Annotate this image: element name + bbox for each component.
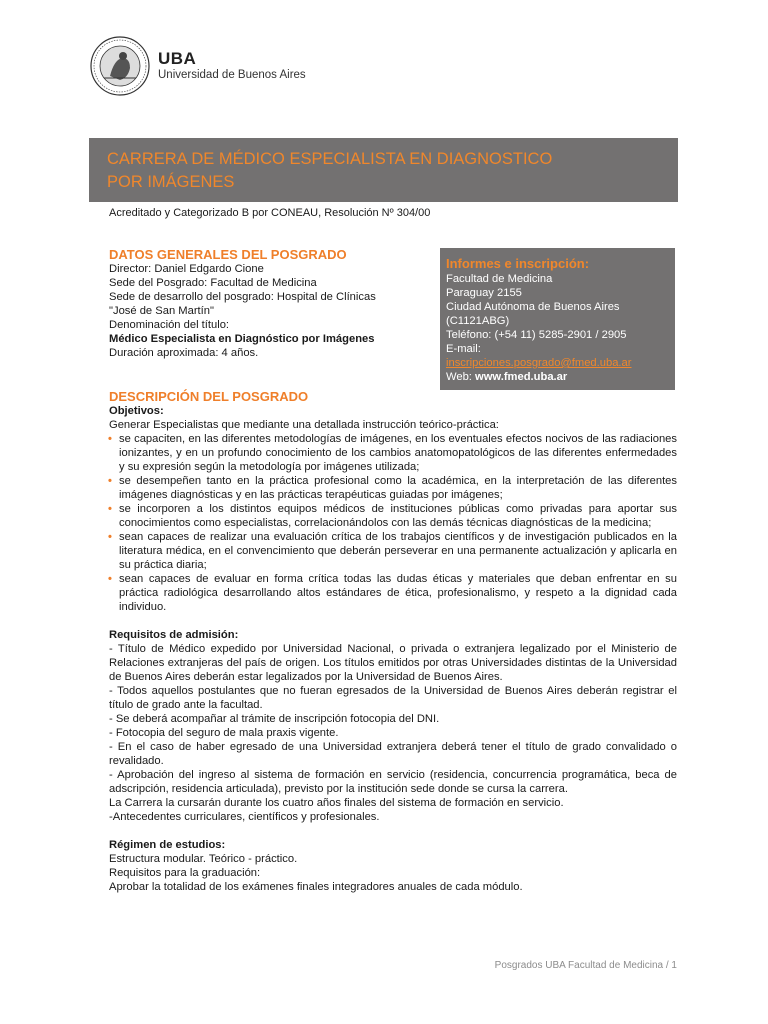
bullet-icon: • bbox=[108, 573, 112, 585]
uba-seal-icon bbox=[90, 36, 150, 96]
general-data-heading: DATOS GENERALES DEL POSGRADO bbox=[109, 247, 347, 262]
regime-item: Aprobar la totalidad de los exámenes finales integradores anuales de cada módulo. bbox=[109, 881, 523, 893]
bullet-icon: • bbox=[108, 503, 112, 515]
general-line: Director: Daniel Edgardo Cione bbox=[109, 263, 264, 275]
title-line-1: CARRERA DE MÉDICO ESPECIALISTA EN DIAGNOSTICO bbox=[107, 150, 553, 168]
info-line: Facultad de Medicina bbox=[446, 273, 553, 285]
web-link[interactable]: www.fmed.uba.ar bbox=[475, 371, 568, 383]
requirement-item: - En el caso de haber egresado de una Universidad extranjera deberá tener el título de grado convalidado o revalidado. bbox=[109, 741, 677, 767]
info-line: Ciudad Autónoma de Buenos Aires bbox=[446, 301, 620, 313]
email-link[interactable]: inscripciones.posgrado@fmed.uba.ar bbox=[446, 357, 632, 369]
requirement-item: La Carrera la cursarán durante los cuatro años finales del sistema de formación en servicio. bbox=[109, 797, 564, 809]
requirement-item: - Título de Médico expedido por Universidad Nacional, o privada o extranjera legalizado por el Ministerio de Relaciones extranjeras del país de origen. Los títulos emitidos por otras Universidades distintas de la Universidad de Buenos Aires deberán estar legalizados por la Universidad de Buenos Aires. bbox=[109, 643, 677, 683]
requirement-item: - Fotocopia del seguro de mala praxis vigente. bbox=[109, 727, 339, 739]
info-line: Paraguay 2155 bbox=[446, 287, 522, 299]
bullet-icon: • bbox=[108, 433, 112, 445]
bullet-icon: • bbox=[108, 531, 112, 543]
objectives-intro: Generar Especialistas que mediante una detallada instrucción teórico-práctica: bbox=[109, 419, 499, 431]
info-heading: Informes e inscripción: bbox=[446, 256, 590, 271]
degree-title: Médico Especialista en Diagnóstico por Imágenes bbox=[109, 333, 375, 345]
regime-item: Requisitos para la graduación: bbox=[109, 867, 261, 879]
general-line: "José de San Martín" bbox=[109, 305, 214, 317]
requirement-item: -Antecedentes curriculares, científicos y profesionales. bbox=[109, 811, 380, 823]
title-banner bbox=[89, 138, 678, 202]
list-item: • sean capaces de realizar una evaluación crítica de los trabajos científicos y de investigación publicados en la literatura médica, en el convencimiento que deberán perseverar en una permanente actualización y aplicarla en su práctica diaria; bbox=[108, 531, 677, 571]
requirements-label: Requisitos de admisión: bbox=[109, 629, 239, 641]
logo-abbreviation: UBA bbox=[158, 49, 197, 68]
info-line: (C1121ABG) bbox=[446, 315, 510, 327]
description-heading: DESCRIPCIÓN DEL POSGRADO bbox=[109, 389, 309, 404]
info-line: Teléfono: (+54 11) 5285-2901 / 2905 bbox=[446, 329, 627, 341]
page-footer: Posgrados UBA Facultad de Medicina / 1 bbox=[494, 960, 677, 971]
web-label: Web: bbox=[446, 371, 476, 383]
info-line: E-mail: bbox=[446, 343, 481, 355]
general-line: Denominación del título: bbox=[109, 319, 230, 331]
list-item: • se desempeñen tanto en la práctica profesional como la académica, en la interpretación de las diferentes imágenes diagnósticas y en las prácticas terapéuticas guiadas por imágenes; bbox=[108, 475, 677, 501]
requirement-item: - Se deberá acompañar al trámite de inscripción fotocopia del DNI. bbox=[109, 713, 440, 725]
uba-logo bbox=[90, 36, 306, 96]
regime-item: Estructura modular. Teórico - práctico. bbox=[109, 853, 298, 865]
general-data-section bbox=[109, 247, 409, 360]
bullet-icon: • bbox=[108, 475, 112, 487]
requirement-item: - Todos aquellos postulantes que no fueran egresados de la Universidad de Buenos Aires deberán registrar el título de grado ante la facultad. bbox=[109, 685, 677, 711]
logo-university-name: Universidad de Buenos Aires bbox=[158, 69, 306, 81]
objectives-list bbox=[109, 432, 677, 614]
list-item: • sean capaces de evaluar en forma crítica todas las dudas éticas y materiales que deban enfrentar en su práctica radiológica desarrollando altos estándares de ética, profesionalismo, y respeto a la dignidad cada individuo. bbox=[108, 573, 677, 613]
general-line: Sede de desarrollo del posgrado: Hospital de Clínicas bbox=[109, 291, 376, 303]
general-line: Sede del Posgrado: Facultad de Medicina bbox=[109, 277, 317, 289]
requirement-item: - Aprobación del ingreso al sistema de formación en servicio (residencia, concurrencia programática, beca de adscripción, residencia articulada), previsto por la institución sede donde se cursa la carrera. bbox=[109, 769, 677, 795]
description-section bbox=[109, 389, 677, 894]
objectives-label: Objetivos: bbox=[109, 405, 164, 417]
duration: Duración aproximada: 4 años. bbox=[109, 347, 259, 359]
page-title bbox=[107, 148, 552, 194]
info-box bbox=[440, 248, 675, 390]
list-item: • se capaciten, en las diferentes metodologías de imágenes, en los eventuales efectos nocivos de las radiaciones ionizantes, y en un profundo conocimiento de los cambios anatomopatológicos de las diferentes enfermedades y su expresión según la metodología por imágenes utilizada; bbox=[108, 433, 677, 473]
accreditation-note: Acreditado y Categorizado B por CONEAU, Resolución Nº 304/00 bbox=[109, 207, 431, 219]
title-line-2: POR IMÁGENES bbox=[107, 173, 235, 191]
regime-label: Régimen de estudios: bbox=[109, 839, 226, 851]
list-item: • se incorporen a los distintos equipos médicos de instituciones públicas como privadas para aportar sus conocimientos como especialistas, correlacionándolos con las demás técnicas diagnósticas de la medicina; bbox=[108, 503, 677, 529]
